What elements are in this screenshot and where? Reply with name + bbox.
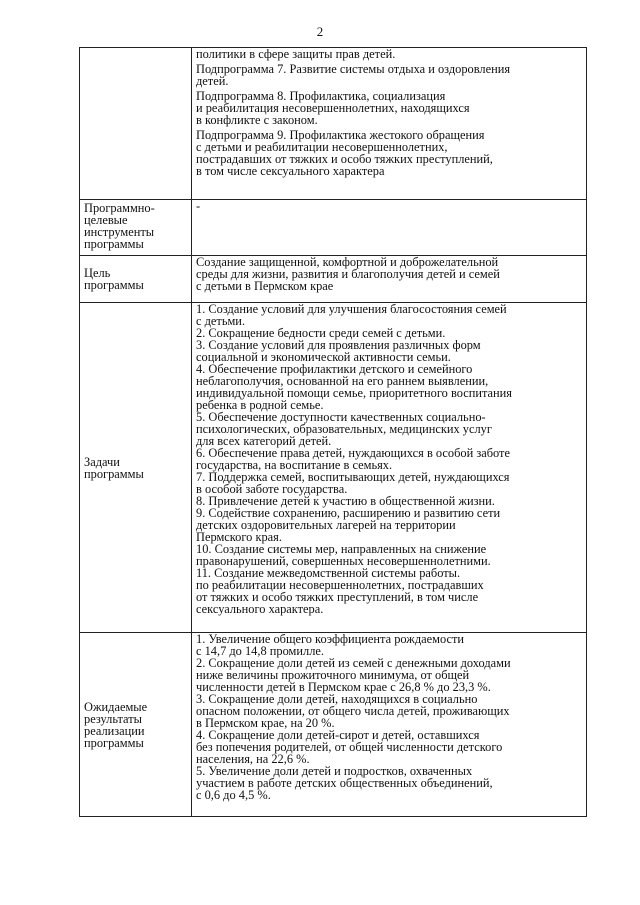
- row-value-cell: [192, 303, 587, 633]
- text-line: ребенка в родной семье.: [196, 398, 324, 412]
- row-label-line: Программно-: [84, 201, 155, 215]
- row-paragraph: [196, 411, 582, 447]
- row-continuation: [80, 48, 587, 200]
- text-line: 1. Увеличение общего коэффициента рождаемости: [196, 632, 465, 646]
- text-line: детских оздоровительных лагерей на территории: [196, 518, 456, 532]
- text-line: без попечения родителей, от общей численности детского: [196, 740, 503, 754]
- row-paragraph: [196, 90, 582, 126]
- row-label-line: программы: [84, 735, 144, 750]
- text-line: среды для жизни, развития и благополучия детей и семей: [196, 267, 500, 281]
- text-line: 3. Сокращение доли детей, находящихся в социально: [196, 692, 478, 706]
- text-line: детей.: [196, 74, 229, 88]
- row-label-line: программы: [84, 237, 144, 251]
- text-line: Подпрограмма 7. Развитие системы отдыха и оздоровления: [196, 62, 511, 76]
- row-label-line: целевые: [84, 213, 128, 227]
- program-passport-table: [79, 47, 587, 817]
- text-line: индивидуальной помощи семье, приоритетного воспитания: [196, 386, 513, 400]
- text-line: с детьми в Пермском крае: [196, 279, 334, 293]
- row-paragraph: [196, 765, 582, 801]
- text-line: 4. Сокращение доли детей-сирот и детей, оставшихся: [196, 728, 480, 742]
- row-paragraph: [196, 633, 582, 657]
- row-paragraph: [196, 567, 582, 615]
- row-paragraph: [196, 63, 582, 87]
- row-label-line: инструменты: [84, 225, 155, 239]
- row-paragraph: [196, 339, 582, 363]
- text-line: -: [196, 199, 201, 213]
- row-paragraph: [196, 129, 582, 177]
- text-line: в конфликте с законом.: [196, 113, 318, 127]
- page-number: 2: [316, 24, 324, 39]
- text-line: Пермского края.: [196, 530, 282, 544]
- text-line: в особой заботе государства.: [196, 482, 348, 496]
- text-line: с детьми.: [196, 314, 246, 328]
- text-line: политики в сфере защиты прав детей.: [196, 47, 396, 61]
- text-line: государства, на воспитание в семьях.: [196, 458, 393, 472]
- row-label-cell: [80, 256, 192, 303]
- text-line: неблагополучия, основанной на его раннем выявлении,: [196, 374, 489, 388]
- row-value-cell: [192, 48, 587, 200]
- text-line: с 14,7 до 14,8 промилле.: [196, 644, 324, 658]
- text-line: в Пермском крае, на 20 %.: [196, 716, 335, 730]
- text-line: численности детей в Пермском крае с 26,8 % до 23,3 %.: [196, 680, 491, 694]
- row-label-line: реализации: [84, 723, 145, 738]
- text-line: с детьми и реабилитации несовершеннолетних,: [196, 140, 448, 154]
- text-line: 4. Обеспечение профилактики детского и семейного: [196, 362, 473, 376]
- text-line: 2. Сокращение доли детей из семей с денежными доходами: [196, 656, 511, 670]
- text-line: 1. Создание условий для улучшения благосостояния семей: [196, 302, 507, 316]
- row-paragraph: [196, 447, 582, 471]
- text-line: 6. Обеспечение права детей, нуждающихся в особой заботе: [196, 446, 510, 460]
- row-value-cell: [192, 256, 587, 303]
- text-line: 5. Увеличение доли детей и подростков, охваченных: [196, 764, 473, 778]
- row-label-line: программы: [84, 278, 144, 292]
- text-line: 11. Создание межведомственной системы работы.: [196, 566, 461, 580]
- text-line: Создание защищенной, комфортной и доброжелательной: [196, 255, 499, 269]
- text-line: опасном положении, от общего числа детей, проживающих: [196, 704, 510, 718]
- text-line: 3. Создание условий для проявления различных форм: [196, 338, 481, 352]
- text-line: сексуального характера.: [196, 602, 324, 616]
- text-line: пострадавших от тяжких и особо тяжких преступлений,: [196, 152, 493, 166]
- row-target-instruments: [80, 200, 587, 256]
- text-line: социальной и экономической активности семьи.: [196, 350, 451, 364]
- text-line: 5. Обеспечение доступности качественных социально-: [196, 410, 486, 424]
- row-expected-results: [80, 633, 587, 817]
- text-line: 9. Содействие сохранению, расширению и развитию сети: [196, 506, 501, 520]
- text-line: и реабилитация несовершеннолетних, находящихся: [196, 101, 470, 115]
- row-tasks: [80, 303, 587, 633]
- row-label-line: результаты: [84, 711, 142, 726]
- text-line: с 0,6 до 4,5 %.: [196, 788, 271, 802]
- text-line: участием в работе детских общественных объединений,: [196, 776, 493, 790]
- row-value-cell: [192, 200, 587, 256]
- text-line: населения, на 22,6 %.: [196, 752, 310, 766]
- row-value-cell: [192, 633, 587, 817]
- row-paragraph: [196, 303, 582, 327]
- text-line: 8. Привлечение детей к участию в общественной жизни.: [196, 494, 495, 508]
- text-line: Подпрограмма 8. Профилактика, социализация: [196, 89, 446, 103]
- text-line: 7. Поддержка семей, воспитывающих детей, нуждающихся: [196, 470, 510, 484]
- row-label-line: Задачи: [84, 454, 120, 469]
- text-line: психологических, образовательных, медицинских услуг: [196, 422, 492, 436]
- text-line: по реабилитации несовершеннолетних, пострадавших: [196, 578, 484, 592]
- row-label-cell: [80, 303, 192, 633]
- row-paragraph: [196, 693, 582, 729]
- row-label-line: Ожидаемые: [84, 699, 148, 714]
- row-paragraph: [196, 657, 582, 693]
- row-paragraph: [196, 471, 582, 495]
- row-paragraph: [196, 543, 582, 567]
- text-line: правонарушений, совершенных несовершеннолетними.: [196, 554, 491, 568]
- text-line: от тяжких и особо тяжких преступлений, в том числе: [196, 590, 479, 604]
- text-line: 2. Сокращение бедности среди семей с детьми.: [196, 326, 446, 340]
- row-paragraph: [196, 48, 582, 60]
- row-label-cell: [80, 633, 192, 817]
- row-label-line: Цель: [84, 266, 111, 280]
- text-line: ниже величины прожиточного минимума, от общей: [196, 668, 470, 682]
- text-line: для всех категорий детей.: [196, 434, 332, 448]
- row-paragraph: [196, 200, 582, 212]
- row-paragraph: [196, 507, 582, 543]
- row-label-cell: [80, 48, 192, 200]
- text-line: Подпрограмма 9. Профилактика жестокого обращения: [196, 128, 485, 142]
- row-label-line: программы: [84, 466, 144, 481]
- text-line: 10. Создание системы мер, направленных на снижение: [196, 542, 487, 556]
- row-goal: [80, 256, 587, 303]
- row-paragraph: [196, 729, 582, 765]
- row-paragraph: [196, 256, 582, 292]
- row-paragraph: [196, 363, 582, 411]
- row-label-cell: [80, 200, 192, 256]
- text-line: в том числе сексуального характера: [196, 164, 385, 178]
